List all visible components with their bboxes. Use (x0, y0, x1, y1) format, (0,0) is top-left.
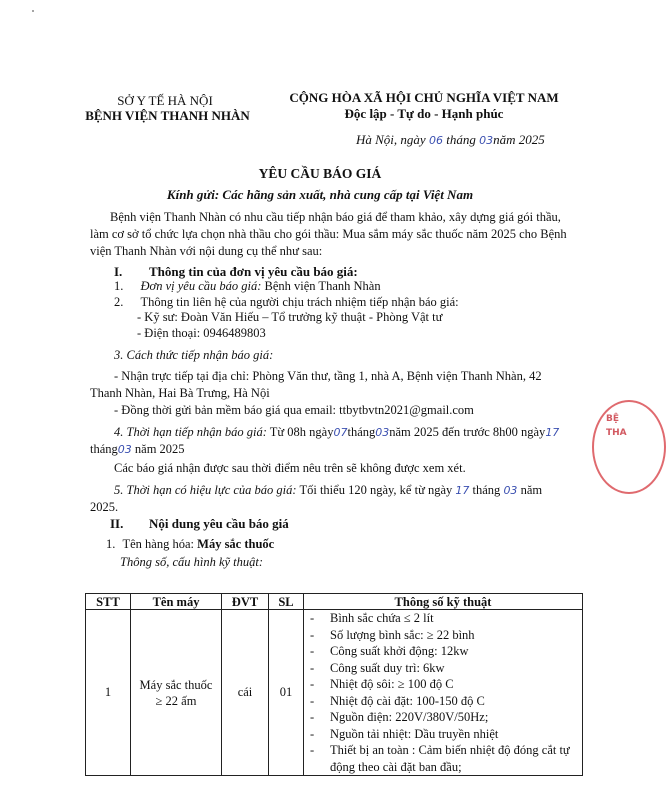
contact-engineer: - Kỹ sư: Đoàn Văn Hiếu – Tổ trưởng kỹ thuật - Phòng Vật tư (137, 310, 443, 324)
late-note: Các báo giá nhận được sau thời điểm nêu trên sẽ không được xem xét. (114, 461, 466, 475)
salutation: Kính gửi: Các hãng sản xuất, nhà cung cấp tại Việt Nam (166, 187, 474, 202)
scan-dot (32, 10, 34, 12)
cell-specs (304, 610, 583, 776)
intro-paragraph: Bệnh viện Thanh Nhàn có nhu cầu tiếp nhận báo giá để tham khảo, xây dựng giá gói thầu, làm cơ sở tổ chức lựa chọn nhà thầu cho gói thầu: Mua sắm máy sắc thuốc năm 2025 cho Bệnh viện Thanh Nhàn với nội dung cụ thể như sau: (90, 210, 567, 258)
spec-item: - Bình sắc chứa ≤ 2 lít (310, 610, 582, 627)
spec-item: - Nhiệt độ sôi: ≥ 100 độ C (310, 676, 582, 693)
national-title: CỘNG HÒA XÃ HỘI CHỦ NGHĨA VIỆT NAM (289, 90, 559, 105)
cell-stt: 1 (86, 610, 131, 776)
contact-phone: - Điện thoại: 0946489803 (137, 326, 266, 340)
header-qty: SL (269, 594, 304, 610)
table-header-row (86, 594, 583, 610)
section1-number: I. (114, 264, 123, 279)
spec-item: - Công suất duy trì: 6kw (310, 660, 582, 677)
item5: 5. Thời hạn có hiệu lực của báo giá: Tối thiểu 120 ngày, kể từ ngày 17 tháng 03 năm 2025. (90, 483, 543, 514)
item3: 3. Cách thức tiếp nhận báo giá: (114, 348, 274, 362)
department-name: SỞ Y TẾ HÀ NỘI (117, 93, 213, 108)
spec-list (304, 610, 582, 775)
national-motto: Độc lập - Tự do - Hạnh phúc (344, 106, 504, 121)
section1-title: Thông tin của đơn vị yêu cầu báo giá: (149, 264, 358, 279)
hospital-stamp (592, 400, 666, 494)
section2-title: Nội dung yêu cầu báo giá (149, 516, 289, 531)
spec-item: - Nguồn tải nhiệt: Dầu truyền nhiệt (310, 726, 582, 743)
header-stt: STT (86, 594, 131, 610)
item1: 1. Đơn vị yêu cầu báo giá: Bệnh viện Thanh Nhàn (114, 279, 381, 293)
goods-name-line: 1. Tên hàng hóa: Máy sắc thuốc (106, 537, 275, 551)
document-title: YÊU CẦU BÁO GIÁ (258, 166, 382, 181)
spec-table (85, 593, 583, 776)
hospital-name: BỆNH VIỆN THANH NHÀN (85, 108, 250, 123)
date-day-handwritten: 06 (428, 134, 443, 147)
spec-item: - Số lượng bình sắc: ≥ 22 bình (310, 627, 582, 644)
section2-number: II. (110, 516, 124, 531)
cell-name: Máy sắc thuốc ≥ 22 ấm (131, 610, 222, 776)
spec-item: - Nguồn điện: 220V/380V/50Hz; (310, 709, 582, 726)
spec-label: Thông số, cấu hình kỹ thuật: (120, 555, 264, 569)
spec-item: - Thiết bị an toàn : Cảm biến nhiệt độ đóng cắt tự động theo cài đặt ban đầu; (310, 742, 582, 775)
receive-email: - Đồng thời gửi bản mềm báo giá qua email: ttbytbvtn2021@gmail.com (114, 403, 474, 417)
receive-direct: - Nhận trực tiếp tại địa chỉ: Phòng Văn thư, tầng 1, nhà A, Bệnh viện Thanh Nhàn, 42 Thanh Nhàn, Hai Bà Trưng, Hà Nội (90, 369, 542, 400)
cell-qty: 01 (269, 610, 304, 776)
cell-unit: cái (222, 610, 269, 776)
spec-item: - Nhiệt độ cài đặt: 100-150 độ C (310, 693, 582, 710)
header-specs: Thông số kỹ thuật (304, 594, 583, 610)
header-unit: ĐVT (222, 594, 269, 610)
document-date: Hà Nội, ngày 06 tháng 03năm 2025 (356, 132, 545, 147)
date-month-handwritten: 03 (479, 134, 494, 147)
header-name: Tên máy (131, 594, 222, 610)
stamp-text: BỆ THA (606, 414, 627, 438)
table-row (86, 610, 583, 776)
item2: 2. Thông tin liên hệ của người chịu trách nhiệm tiếp nhận báo giá: (114, 295, 459, 309)
spec-item: - Công suất khởi động: 12kw (310, 643, 582, 660)
item4: 4. Thời hạn tiếp nhận báo giá: Từ 08h ngày07tháng03năm 2025 đến trước 8h00 ngày17 tháng03 năm 2025 (90, 425, 560, 456)
